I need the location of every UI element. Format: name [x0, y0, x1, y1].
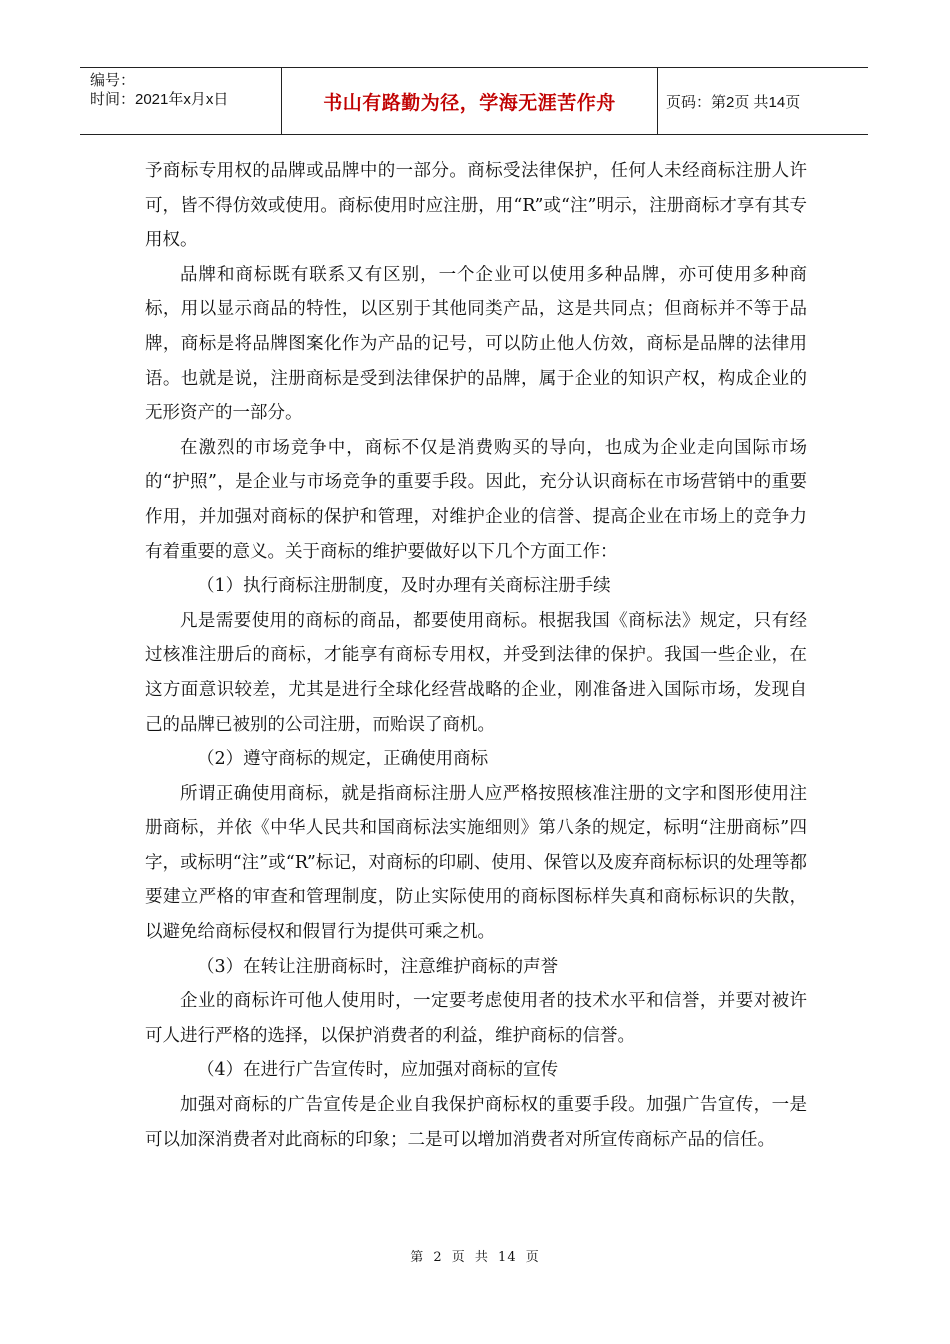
paragraph: 企业的商标许可他人使用时，一定要考虑使用者的技术水平和信誉，并要对被许可人进行严格的选择，以保护消费者的利益，维护商标的信誉。: [145, 991, 807, 1046]
paragraph: 品牌和商标既有联系又有区别，一个企业可以使用多种品牌，亦可使用多种商标，用以显示商品的特性，以区别于其他同类产品，这是共同点；但商标并不等于品牌，商标是将品牌图案化作为产品的记号，可以防止他人仿效，商标是品牌的法律用语。也就是说，注册商标是受到法律保护的品牌，属于企业的知识产权，构成企业的无形资产的一部分。: [145, 264, 807, 424]
paragraph: 所谓正确使用商标，就是指商标注册人应严格按照核准注册的文字和图形使用注册商标，并依《中华人民共和国商标法实施细则》第八条的规定，标明“注册商标”四字，或标明“注”或“R”标记，对商标的印刷、使用、保管以及废弃商标标识的处理等都要建立严格的审查和管理制度，防止实际使用的商标图标样失真和商标标识的失散，以避免给商标侵权和假冒行为提供可乘之机。: [145, 783, 807, 943]
document-date-label: 时间：2021年x月x日: [90, 91, 229, 108]
page-footer: 第 2 页 共 14 页: [410, 1250, 540, 1265]
paragraph: 加强对商标的广告宣传是企业自我保护商标权的重要手段。加强广告宣传，一是可以加深消费者对此商标的印象；二是可以增加消费者对所宣传商标产品的信任。: [145, 1095, 807, 1150]
header-motto: 书山有路勤为径，学海无涯苦作舟: [282, 68, 658, 134]
header-meta: [80, 68, 282, 134]
page-header: [80, 67, 868, 135]
paragraph: 予商标专用权的品牌或品牌中的一部分。商标受法律保护，任何人未经商标注册人许可，皆不得仿效或使用。商标使用时应注册，用“R”或“注”明示，注册商标才享有其专用权。: [145, 161, 807, 251]
header-page-info: 页码：第2页 共14页: [666, 93, 801, 111]
paragraph: 在激烈的市场竞争中，商标不仅是消费购买的导向，也成为企业走向国际市场的“护照”，是企业与市场竞争的重要手段。因此，充分认识商标在市场营销中的重要作用，并加强对商标的保护和管理，对维护企业的信誉、提高企业在市场上的竞争力有着重要的意义。关于商标的维护要做好以下几个方面工作：: [145, 437, 807, 562]
document-body: [145, 154, 807, 1157]
section-heading: （2）遵守商标的规定，正确使用商标: [197, 749, 489, 770]
section-heading: （1）执行商标注册制度，及时办理有关商标注册手续: [197, 576, 611, 597]
section-heading: （4）在进行广告宣传时，应加强对商标的宣传: [197, 1060, 559, 1081]
document-number-label: 编号：: [90, 72, 136, 89]
paragraph: 凡是需要使用的商标的商品，都要使用商标。根据我国《商标法》规定，只有经过核准注册后的商标，才能享有商标专用权，并受到法律的保护。我国一些企业，在这方面意识较差，尤其是进行全球化经营战略的企业，刚准备进入国际市场，发现自己的品牌已被别的公司注册，而贻误了商机。: [145, 610, 807, 735]
section-heading: （3）在转让注册商标时，注意维护商标的声誉: [197, 956, 559, 977]
